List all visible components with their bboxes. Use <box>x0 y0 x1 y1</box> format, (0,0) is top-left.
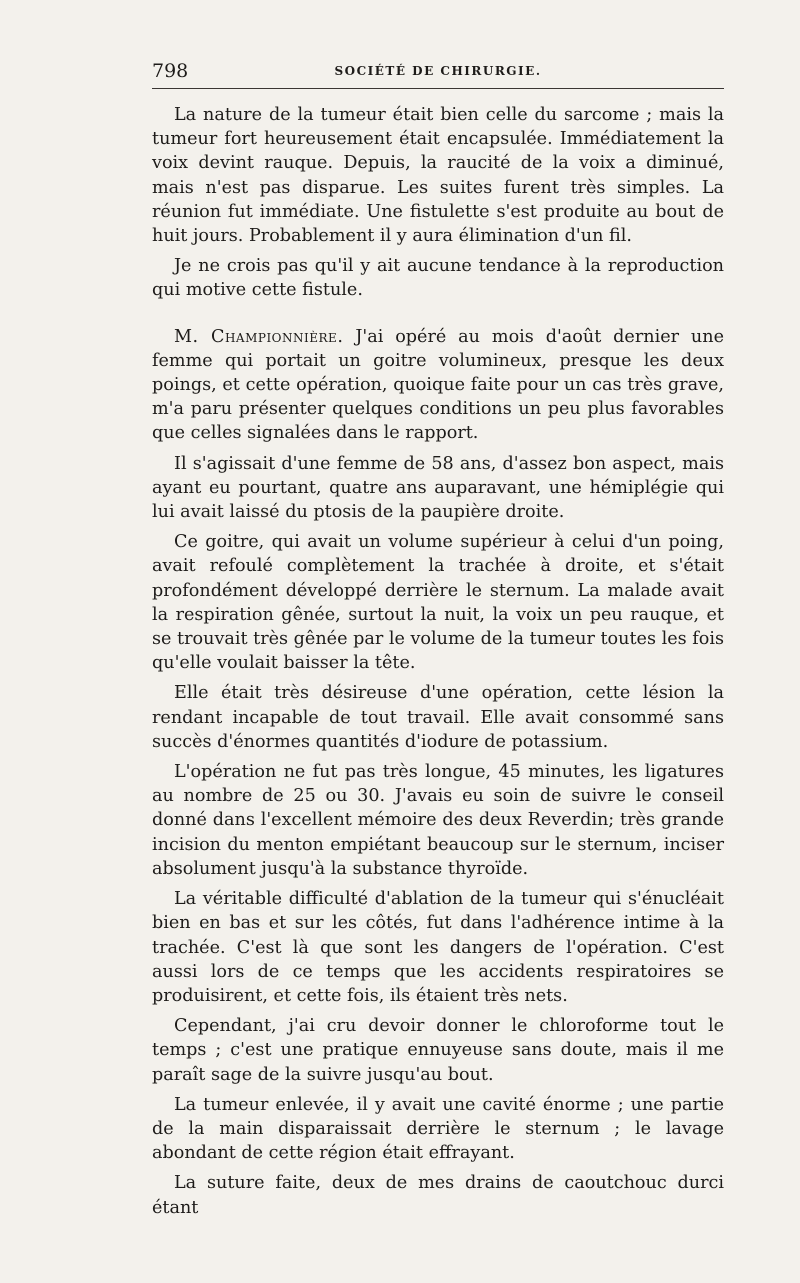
paragraph: Je ne crois pas qu'il y ait aucune tendance à la reproduction qui motive cette fistule. <box>152 256 724 301</box>
paragraph: Elle était très désireuse d'une opération, cette lésion la rendant incapable de tout travail. Elle avait consommé sans succès d'énormes quantités d'iodure de potassium. <box>152 683 724 752</box>
speaker-name: M. Championnière. <box>174 326 344 347</box>
page-number: 798 <box>152 60 189 82</box>
paragraph: Ce goitre, qui avait un volume supérieur à celui d'un poing, avait refoulé complètement la trachée à droite, et s'était profondément développé derrière le sternum. La malade avait la respiration gênée, surtout la nuit, la voix un peu rauque, et se trouvait très gênée par le volume de la tumeur toutes les fois qu'elle voulait baisser la tête. <box>152 532 724 674</box>
body-text <box>152 103 724 1220</box>
paragraph: La suture faite, deux de mes drains de caoutchouc durci étant <box>152 1173 724 1218</box>
speaker-text: J'ai opéré au mois d'août dernier une femme qui portait un goitre volumineux, presque les deux poings, et cette opération, quoique faite pour un cas très grave, m'a paru présenter quelques conditions un peu plus favorables que celles signalées dans le rapport. <box>152 326 724 444</box>
paragraph: La véritable difficulté d'ablation de la tumeur qui s'énucléait bien en bas et sur les côtés, fut dans l'adhérence intime à la trachée. C'est là que sont les dangers de l'opération. C'est aussi lors de ce temps que les accidents respiratoires se produisirent, et cette fois, ils étaient très nets. <box>152 889 724 1006</box>
paragraph: L'opération ne fut pas très longue, 45 minutes, les ligatures au nombre de 25 ou 30. J'avais eu soin de suivre le conseil donné dans l'excellent mémoire des deux Reverdin; très grande incision du menton empiétant beaucoup sur le sternum, inciser absolument jusqu'à la substance thyroïde. <box>152 762 724 879</box>
page-header <box>152 58 724 89</box>
paragraph: La nature de la tumeur était bien celle du sarcome ; mais la tumeur fort heureusement était encapsulée. Immédiatement la voix devint rauque. Depuis, la raucité de la voix a diminué, mais n'est pas disparue. Les suites furent très simples. La réunion fut immédiate. Une fistulette s'est produite au bout de huit jours. Probablement il y aura élimination d'un fil. <box>152 105 724 247</box>
paragraph: Il s'agissait d'une femme de 58 ans, d'assez bon aspect, mais ayant eu pourtant, quatre ans auparavant, une hémiplégie qui lui avait laissé du ptosis de la paupière droite. <box>152 453 724 523</box>
speaker-paragraph <box>152 325 724 446</box>
running-head: SOCIÉTÉ DE CHIRURGIE. <box>334 64 542 78</box>
paragraph: La tumeur enlevée, il y avait une cavité énorme ; une partie de la main disparaissait derrière le sternum ; le lavage abondant de cette région était effrayant. <box>152 1094 724 1164</box>
paragraph: Cependant, j'ai cru devoir donner le chloroforme tout le temps ; c'est une pratique ennuyeuse sans doute, mais il me paraît sage de la suivre jusqu'au bout. <box>152 1016 724 1085</box>
